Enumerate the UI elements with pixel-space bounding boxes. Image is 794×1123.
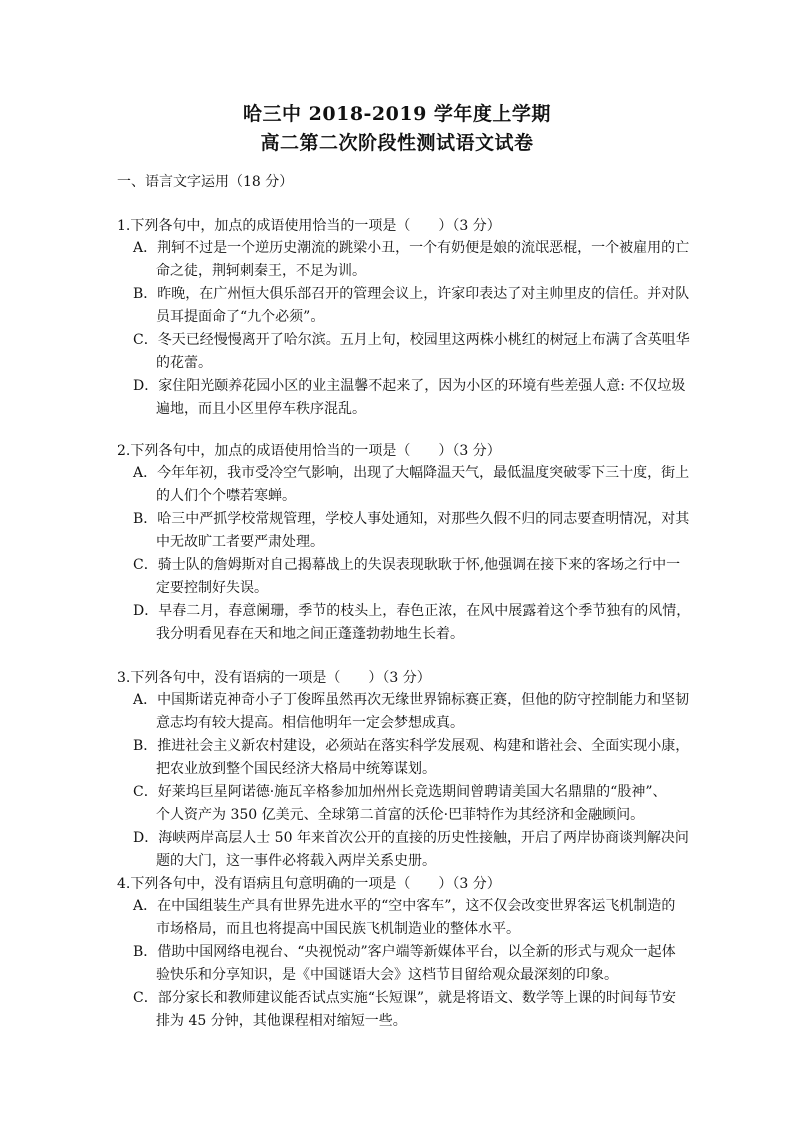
option-line: 命之徒，荆轲刺秦王，不足为训。 [156,263,366,279]
option-c [117,554,697,600]
option-b [117,941,697,987]
option-line: 题的大门，这一事件必将载入两岸关系史册。 [156,853,436,869]
option-line: 我分明看见春在天和地之间正蓬蓬勃勃地生长着。 [156,626,464,642]
option-c [117,329,697,375]
option-d [117,375,697,421]
option-a [117,895,697,941]
option-c [117,987,697,1033]
option-line: 员耳提面命了“九个必须”。 [156,309,325,325]
option-b [117,735,697,781]
option-a [117,462,697,508]
question-stem: 2.下列各句中，加点的成语使用恰当的一项是（ ）（3 分） [117,443,501,459]
option-line: 个人资产为 350 亿美元、全球第二首富的沃伦·巴菲特作为其经济和金融顾问。 [156,807,645,823]
option-line: B．昨晚，在广州恒大俱乐部召开的管理会议上，许家印表达了对主帅里皮的信任。并对队 [133,286,690,302]
question-stem: 3.下列各句中，没有语病的一项是（ ）（3 分） [117,670,431,686]
option-line: A．今年年初，我市受冷空气影响，出现了大幅降温天气，最低温度突破零下三十度，街上 [133,465,690,481]
question-stem: 4.下列各句中，没有语病且句意明确的一项是（ ）（3 分） [117,876,501,892]
option-d [117,827,697,873]
option-line: C．骑士队的詹姆斯对自己揭幕战上的失误表现耿耿于怀,他强调在接下来的客场之行中一 [133,557,681,573]
option-c [117,781,697,827]
option-line: 的花蕾。 [156,355,212,371]
option-line: C．冬天已经慢慢离开了哈尔滨。五月上旬，校园里这两株小桃红的树冠上布满了含英咀华 [133,332,690,348]
question-3 [117,667,697,873]
option-line: 遍地，而且小区里停车秩序混乱。 [156,401,366,417]
question-stem: 1.下列各句中，加点的成语使用恰当的一项是（ ）（3 分） [117,218,501,234]
option-line: C．部分家长和教师建议能否试点实施“长短课”，就是将语文、数学等上课的时间每节安 [133,990,677,1006]
option-line: 排为 45 分钟，其他课程相对缩短一些。 [156,1013,407,1029]
option-line: C．好莱坞巨星阿诺德·施瓦辛格参加加州州长竞选期间曾聘请美国大名鼎鼎的“股神”、 [133,784,667,800]
option-d [117,600,697,646]
option-line: B．借助中国网络电视台、“央视悦动”客户端等新媒体平台，以全新的形式与观众一起体 [133,944,676,960]
question-4 [117,873,697,1033]
option-line: 把农业放到整个国民经济大格局中统筹谋划。 [156,761,436,777]
exam-title-line-2: 高二第二次阶段性测试语文试卷 [260,132,534,154]
option-line: D．早春二月，春意阑珊，季节的枝头上，春色正浓，在风中展露着这个季节独有的风情， [133,603,691,619]
option-line: B．哈三中严抓学校常规管理，学校人事处通知，对那些久假不归的同志要查明情况，对其 [133,511,690,527]
option-line: 的人们个个噤若寒蝉。 [156,488,296,504]
option-line: A．中国斯诺克神奇小子丁俊晖虽然再次无缘世界锦标赛正赛，但他的防守控制能力和坚韧 [133,692,690,708]
question-1 [117,215,697,421]
option-line: 定要控制好失误。 [156,580,268,596]
option-line: 中无故旷工者要严肃处理。 [156,534,324,550]
option-line: 验快乐和分享知识，是《中国谜语大会》这档节目留给观众最深刻的印象。 [156,967,618,983]
option-a [117,689,697,735]
option-line: B．推进社会主义新农村建设，必须站在落实科学发展观、构建和谐社会、全面实现小康， [133,738,690,754]
option-line: 意志均有较大提高。相信他明年一定会梦想成真。 [156,715,464,731]
option-line: A．在中国组装生产具有世界先进水平的“空中客车”，这不仅会改变世界客运飞机制造的 [133,898,676,914]
option-line: D．海峡两岸高层人士 50 年来首次公开的直接的历史性接触，开启了两岸协商谈判解决问 [133,830,689,846]
question-2 [117,440,697,646]
option-b [117,283,697,329]
option-line: A．荆轲不过是一个逆历史潮流的跳梁小丑，一个有奶便是娘的流氓恶棍，一个被雇用的亡 [133,240,690,256]
option-line: D．家住阳光颐养花园小区的业主温馨不起来了，因为小区的环境有些差强人意: 不仅垃圾 [133,378,686,394]
exam-title-line-1: 哈三中 2018-2019 学年度上学期 [243,103,551,125]
option-line: 市场格局，而且也将提高中国民族飞机制造业的整体水平。 [156,921,520,937]
section-heading: 一、语言文字运用（18 分） [117,174,294,190]
option-a [117,237,697,283]
option-b [117,508,697,554]
